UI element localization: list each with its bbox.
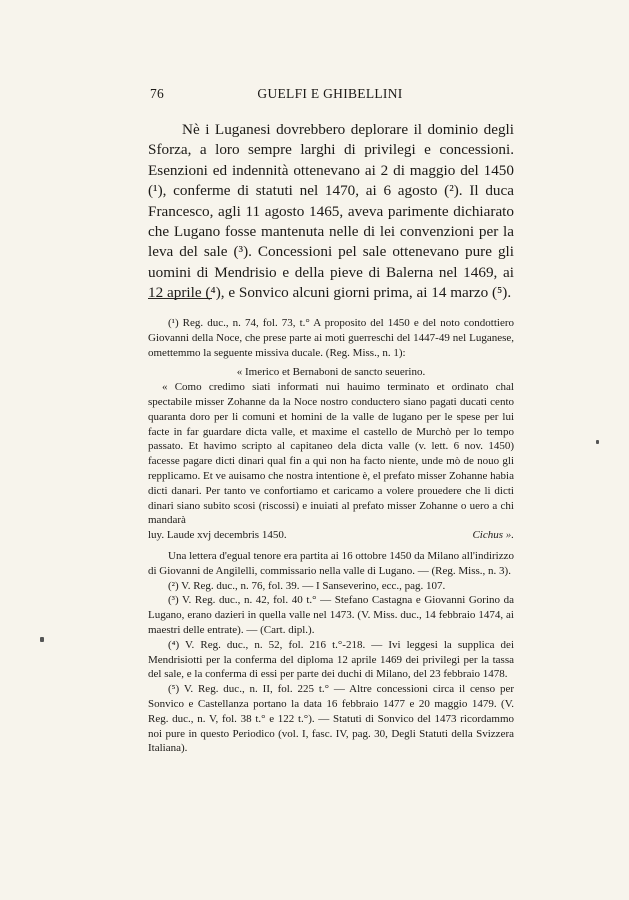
- letter-body: « Como credimo siati informati nui hauimo terminato et ordinato chal spectabile misser Zohanne da la Noce nostro conductero siano pagati ducati cento quaranta doro per li comuni et homini de la valle de lugano per le spese per lui facte in far guardare dicta valle, et maxime el castello de Murchò per lo tempo passato. Et havimo scripto al capitaneo dela dicta valle (v. lett. 6 nov. 1450) facesse pagare dicti dinari qual fin a qui non ha facto niente, unde mò de nouo gli repplicamo. Et ve auisamo che nostra intentione è, el prefato misser Zohanne habia dicti danari. Per tanto ve confortiamo et caricamo a volere prouedere che li dicti dinari siano subito scosi (riscossi) e inuiati al prefato misser Zohanne o uero a chi mandarà: [148, 381, 514, 527]
- main-paragraph: Nè i Luganesi dovrebbero deplorare il dominio degli Sforza, a loro sempre larghi di privilegi e concessioni. Esenzioni ed indennità ottenevano ai 2 di maggio del 1450 (¹), conferme di statuti nel 1470, ai 6 agosto (²). Il duca Francesco, agli 11 agosto 1465, aveva parimente dichiarato che Lugano fosse mantenuta nelle di lei convenzioni per la leva del sale (³). Concessioni pel sale ottenevano pure gli uomini di Mendrisio e della pieve di Balerna nel 1469, ai 12 aprile (⁴), e Sonvico alcuni giorni prima, ai 14 marzo (⁵).: [148, 121, 514, 302]
- main-text: [148, 120, 514, 304]
- letter-signature: Cichus ».: [472, 529, 514, 542]
- margin-mark-right: [596, 440, 599, 444]
- running-title: GUELFI E GHIBELLINI: [257, 86, 403, 101]
- footnote-5: (⁵) V. Reg. duc., n. II, fol. 225 t.° — Altre concessioni circa il censo per Sonvico e Castellanza portano la data 16 febbraio 1477 e 20 maggio 1479. (V. Reg. duc., n. V, fol. 38 t.° e 122 t.°). — Statuti di Sonvico del 1473 ricordammo noi pure in questo Periodico (vol. I, fasc. IV, pag. 30, Degli Statuti della Svizzera Italiana).: [148, 683, 514, 755]
- footnote-4: (⁴) V. Reg. duc., n. 52, fol. 216 t.°-218. — Ivi leggesi la supplica dei Mendrisiotti per la conferma del diploma 12 aprile 1469 dei privilegi per la tassa del sale, e la conferma di essi per parte dei duchi di Milano, del 23 febbraio 1478.: [148, 638, 514, 681]
- page-number: 76: [150, 86, 165, 101]
- letter-closing: [148, 528, 514, 543]
- footnote-1: (¹) Reg. duc., n. 74, fol. 73, t.° A proposito del 1450 e del noto condottiero Giovanni della Noce, che prese parte ai moti guerreschi del 1447-49 nel Luganese, omettemmo la seguente missiva ducale. (Reg. Miss., n. 1):: [148, 317, 514, 359]
- margin-mark-left: [40, 637, 44, 642]
- footnote-separator: [148, 298, 212, 299]
- footnote-2: (²) V. Reg. duc., n. 76, fol. 39. — I Sanseverino, ecc., pag. 107.: [168, 579, 446, 592]
- letter-salutation: « Imerico et Bernaboni de sancto seuerino.: [236, 366, 426, 379]
- letter-date: luy. Laude xvj decembris 1450.: [148, 529, 287, 542]
- running-header: [150, 86, 510, 102]
- footnotes: [148, 316, 514, 756]
- quoted-letter: [148, 365, 514, 543]
- footnote-1-continuation: Una lettera d'egual tenore era partita ai 16 ottobre 1450 da Milano all'indirizzo di Giovanni de Angilelli, commissario nella valle di Lugano. — (Reg. Miss., n. 3).: [148, 549, 514, 577]
- footnote-3: (³) V. Reg. duc., n. 42, fol. 40 t.° — Stefano Castagna e Giovanni Gorino da Lugano, erano dazieri in quella valle nel 1473. (V. Miss. duc., 14 febbraio 1474, ai maestri delle entrate). — (Cart. dipl.).: [148, 594, 514, 636]
